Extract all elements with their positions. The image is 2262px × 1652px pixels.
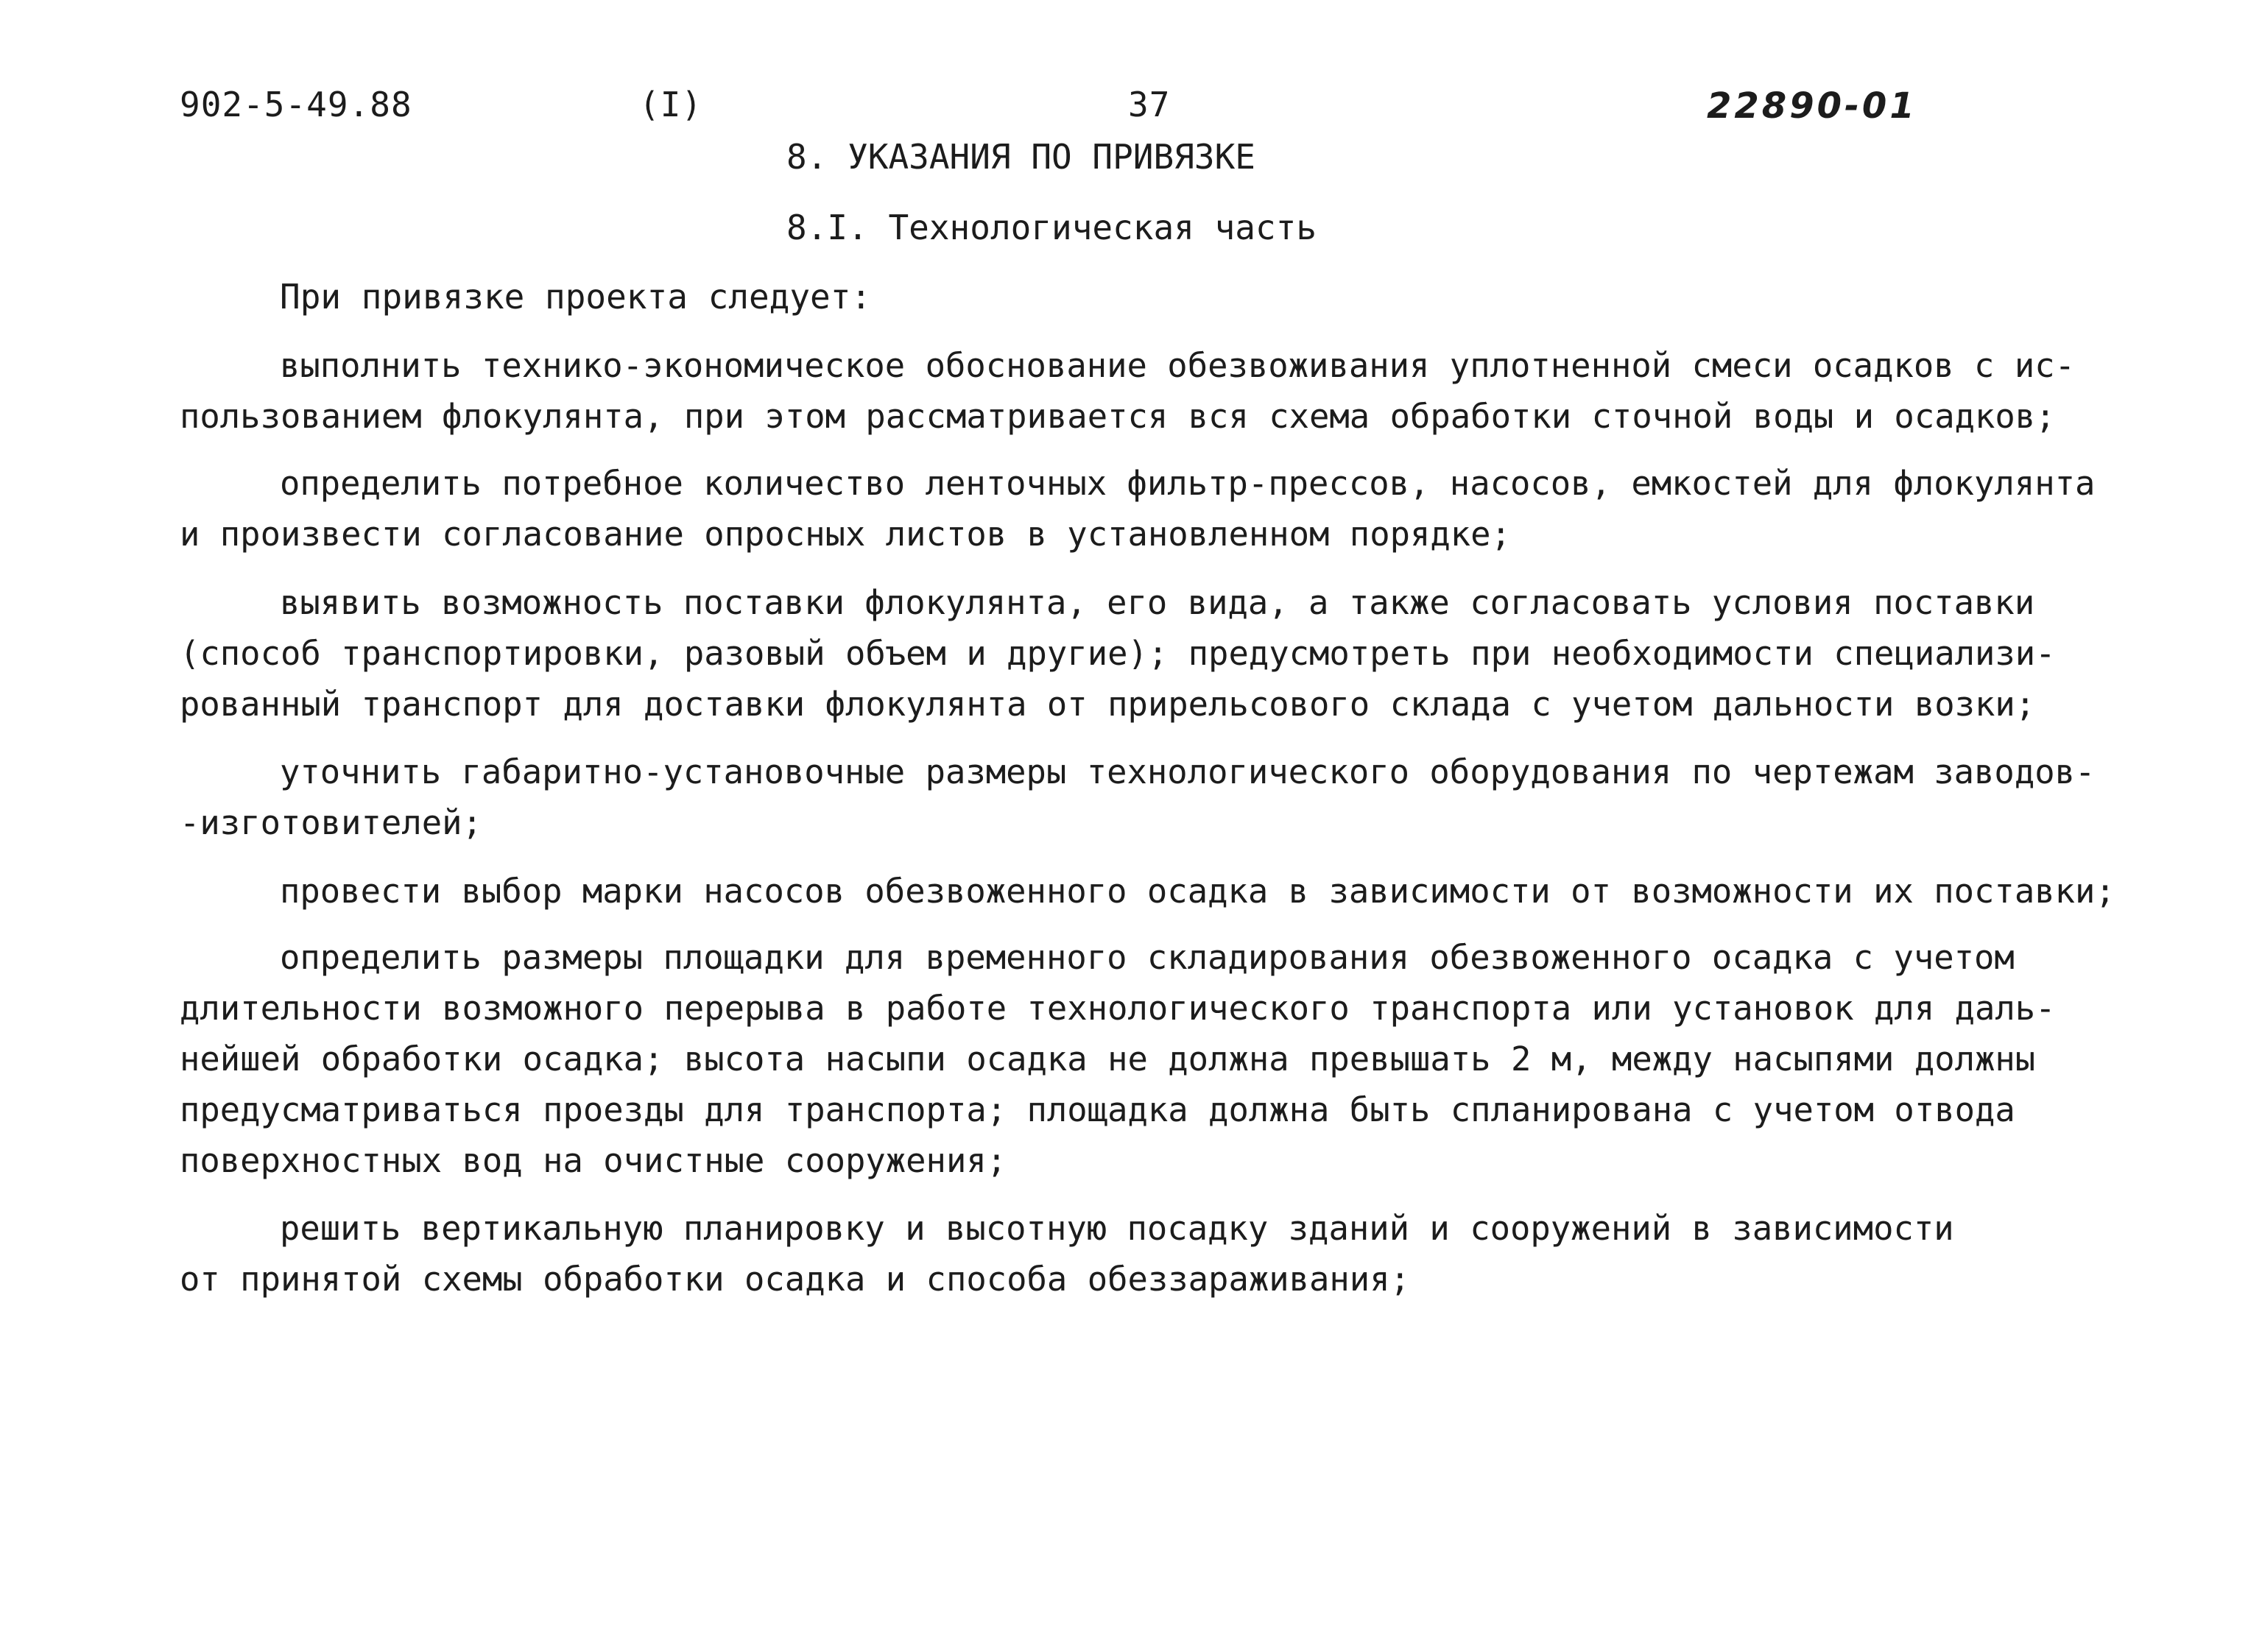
paragraph-flocculant-supply — [180, 577, 2131, 730]
paragraph-line: длительности возможного перерыва в работе технологического транспорта или установок для даль- — [180, 989, 2056, 1028]
paragraph-line: определить размеры площадки для временного складирования обезвоженного осадка с учетом — [280, 938, 2015, 977]
section-title: 8. УКАЗАНИЯ ПО ПРИВЯЗКЕ — [786, 137, 1255, 177]
paragraph-line: -изготовителей; — [180, 803, 482, 842]
paragraph-line: выявить возможность поставки флокулянта, его вида, а также согласовать условия поставки — [280, 583, 2035, 622]
paragraph-line: от принятой схемы обработки осадка и способа обеззараживания; — [180, 1260, 1410, 1299]
paragraph-line: выполнить технико-экономическое обоснование обезвоживания уплотненной смеси осадков с ис- — [280, 346, 2076, 385]
paragraph-line: нейшей обработки осадка; высота насыпи осадка не должна превышать 2 м, между насыпями должны — [180, 1039, 2036, 1079]
paragraph-vertical-planning — [180, 1203, 2131, 1305]
paragraph-line: (способ транспортировки, разовый объем и другие); предусмотреть при необходимости специализи- — [180, 634, 2056, 673]
page-number: 37 — [1128, 85, 1171, 124]
paragraph-line: провести выбор марки насосов обезвоженного осадка в зависимости от возможности их поставки; — [280, 872, 2115, 911]
paragraph-line: поверхностных вод на очистные сооружения; — [180, 1141, 1007, 1180]
paragraph-line: определить потребное количество ленточных фильтр-прессов, насосов, емкостей для флокулянта — [280, 464, 2096, 503]
paragraph-line: пользованием флокулянта, при этом рассматривается вся схема обработки сточной воды и осадков; — [180, 397, 2056, 436]
section-subtitle: 8.I. Технологическая часть — [786, 208, 1317, 247]
paragraph-line: предусматриваться проезды для транспорта; площадка должна быть спланирована с учетом отвода — [180, 1090, 2015, 1129]
paragraph-line: уточнить габаритно-установочные размеры технологического оборудования по чертежам заводов- — [280, 752, 2096, 791]
issue-number: (I) — [639, 85, 703, 124]
paragraph-pump-selection — [180, 866, 2131, 917]
paragraph-dimensions — [180, 746, 2131, 848]
paragraph-storage-site — [180, 932, 2131, 1186]
document-code: 902-5-49.88 — [180, 85, 412, 124]
paragraph-feasibility — [180, 340, 2131, 442]
paragraph-line: и произвести согласование опросных листов в установленном порядке; — [180, 515, 1511, 554]
paragraph-line: решить вертикальную планировку и высотную посадку зданий и сооружений в зависимости — [280, 1209, 1954, 1248]
paragraph-equipment-quantity — [180, 458, 2131, 560]
handwritten-inventory-number: 22890-01 — [1707, 85, 1917, 127]
intro-text: При привязке проекта следует: — [280, 277, 872, 317]
paragraph-line: рованный транспорт для доставки флокулянта от прирельсового склада с учетом дальности возки; — [180, 685, 2036, 724]
